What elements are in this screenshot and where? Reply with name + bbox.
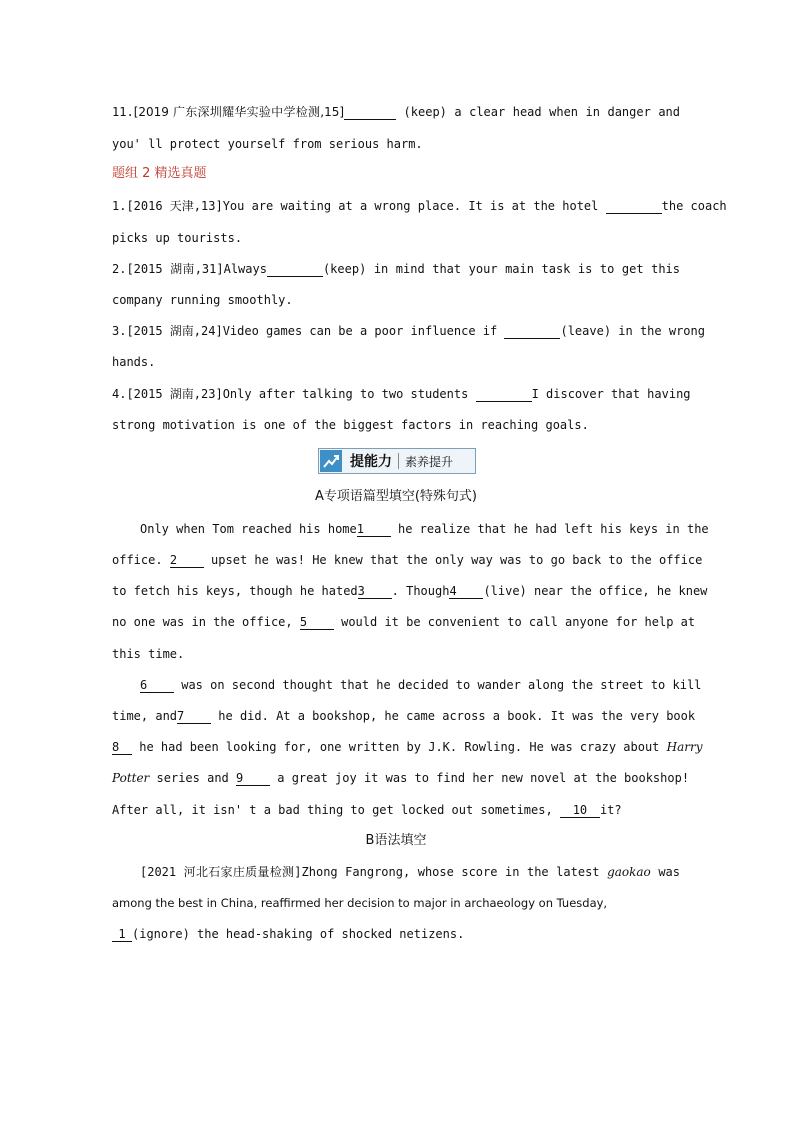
blank-10[interactable]: 10 [560,804,600,818]
blank-b-1[interactable]: 1 [112,928,132,942]
group-2-title: 题组 2 精选真题 [112,166,207,181]
answer-blank[interactable] [267,263,323,277]
question-4-line-2: strong motivation is one of the biggest factors in reaching goals. [112,418,589,432]
question-11-line-1: 11.[2019 广东深圳耀华实验中学检测,15] (keep) a clear head when in danger and [112,105,680,119]
question-11-line-2: you' ll protect yourself from serious harm. [112,137,423,151]
answer-blank[interactable] [344,106,396,120]
blank-7[interactable]: 7 [177,710,211,724]
blank-4[interactable]: 4 [449,585,483,599]
question-1-line-1: 1.[2016 天津,13]You are waiting at a wrong place. It is at the hotel the coach [112,199,727,213]
passage-a-line-1: Only when Tom reached his home1 he realize that he had left his keys in the [140,522,709,536]
blank-8[interactable]: 8 [112,741,132,755]
banner-title: 提能力 [350,454,392,470]
passage-a-line-5: this time. [112,647,185,661]
blank-6[interactable]: 6 [140,679,174,693]
blank-2[interactable]: 2 [170,554,204,568]
section-b-title: B语法填空 [365,833,427,848]
question-3-line-2: hands. [112,355,156,369]
passage-a-line-10: After all, it isn' t a bad thing to get locked out sometimes, 10 it? [112,803,622,817]
book-title-italic: Harry [666,740,703,754]
question-1-line-2: picks up tourists. [112,231,243,245]
question-2-line-2: company running smoothly. [112,293,293,307]
passage-a-line-8: 8 he had been looking for, one written by J.K. Rowling. He was crazy about Harry [112,740,703,754]
passage-b-line-3: 1 (ignore) the head-shaking of shocked netizens. [112,926,680,942]
question-11-source: [2019 广东深圳耀华实验中学检测,15] [133,105,345,119]
chart-arrow-icon [320,450,342,472]
blank-1[interactable]: 1 [357,523,391,537]
section-banner [318,448,476,474]
passage-a-line-3: to fetch his keys, though he hated3 . Though4 (live) near the office, he knew [112,584,708,598]
answer-blank[interactable] [504,325,560,339]
question-4-line-1: 4.[2015 湖南,23]Only after talking to two students I discover that having [112,387,691,401]
passage-a-line-2: office. 2 upset he was! He knew that the only way was to go back to the office [112,553,703,567]
passage-b-line-2: among the best in China, reaffirmed her decision to major in archaeology on Tuesday, [112,896,608,910]
banner-subtitle: 素养提升 [405,454,454,469]
passage-a-line-6: 6 was on second thought that he decided to wander along the street to kill [140,678,702,692]
section-a-title: A专项语篇型填空(特殊句式) [314,489,478,504]
answer-blank[interactable] [476,388,532,402]
passage-a-line-7: time, and7 he did. At a bookshop, he came across a book. It was the very book [112,709,696,723]
blank-5[interactable]: 5 [300,616,334,630]
question-2-line-1: 2.[2015 湖南,31]Always (keep) in mind that your main task is to get this [112,262,680,276]
passage-a-line-4: no one was in the office, 5 would it be convenient to call anyone for help at [112,615,696,629]
question-3-line-1: 3.[2015 湖南,24]Video games can be a poor influence if (leave) in the wrong [112,324,705,338]
blank-9[interactable]: 9 [236,772,270,786]
passage-a-line-9: Potter series and 9 a great joy it was to find her new novel at the bookshop! [112,771,690,785]
passage-b-line-1: [2021 河北石家庄质量检测]Zhong Fangrong, whose score in the latest gaokao was [140,865,680,879]
answer-blank[interactable] [606,200,662,214]
blank-3[interactable]: 3 [358,585,392,599]
banner-divider [398,453,399,469]
